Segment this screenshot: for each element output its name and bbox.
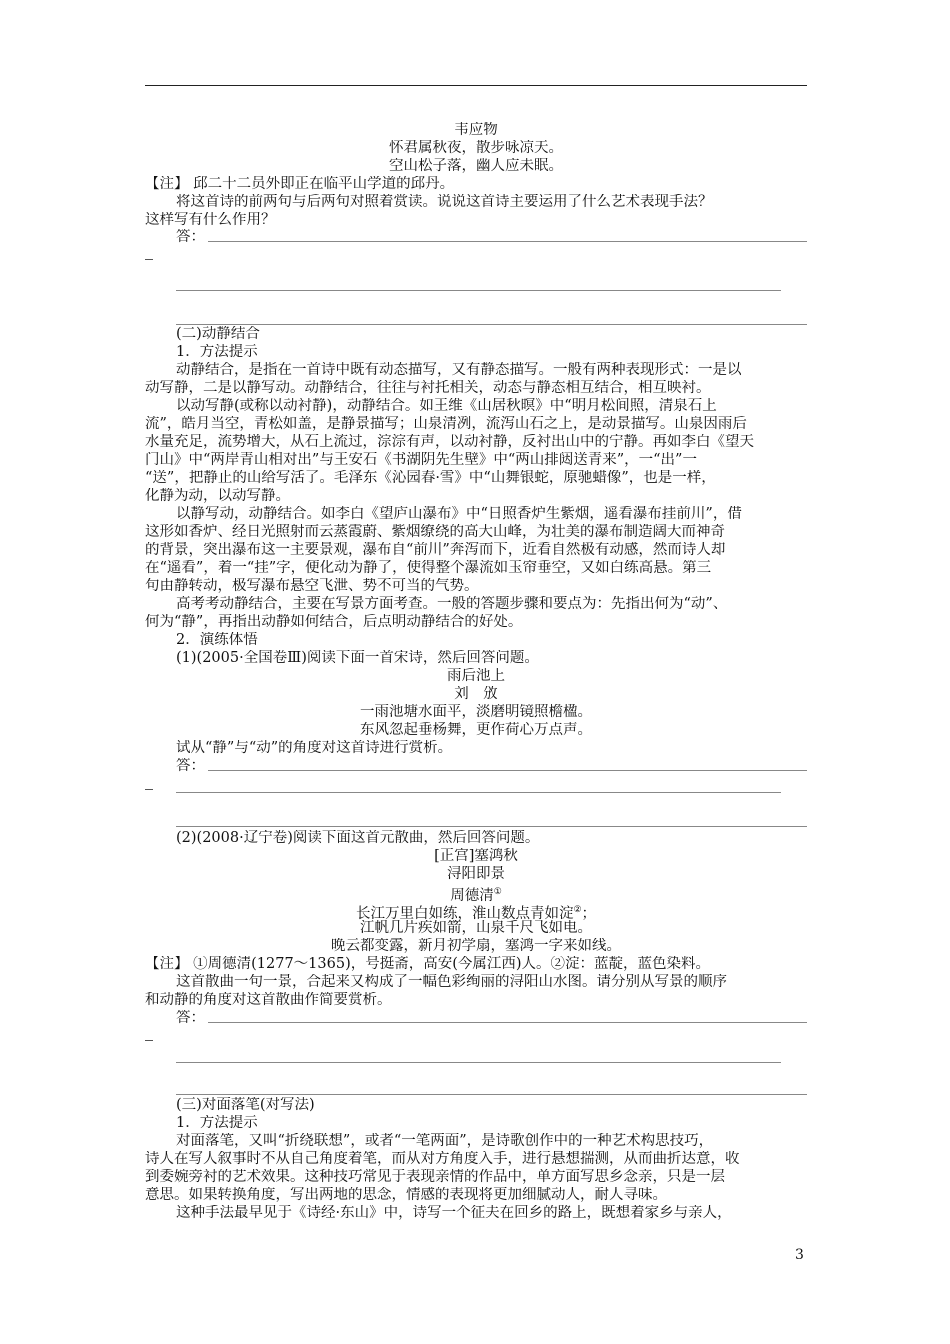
question-intro: (1)(2005·全国卷Ⅲ)阅读下面一首宋诗，然后回答问题。	[176, 650, 539, 666]
question-text: 试从“静”与“动”的角度对这首诗进行赏析。	[176, 740, 453, 756]
paragraph-line: 这形如香炉、经日光照射而云蒸霞蔚、紫烟缭绕的高大山峰，为壮美的瀑布制造阔大而神奇	[145, 524, 725, 540]
paragraph-line: 对面落笔，又叫“折绕联想”，或者“一笔两面”，是诗歌创作中的一种艺术构思技巧，	[176, 1133, 714, 1149]
method-title: 1．方法提示	[176, 344, 258, 360]
paragraph-line: 高考考动静结合，主要在写景方面考查。一般的答题步骤和要点为：先指出何为“动”、	[176, 596, 728, 612]
answer-line-dash	[145, 1040, 153, 1041]
poem-author-name: 周德清	[450, 887, 494, 904]
answer-line[interactable]	[176, 290, 781, 291]
footnote-marker: ①	[493, 887, 502, 897]
paragraph-line: 以静写动，动静结合。如李白《望庐山瀑布》中“日照香炉生紫烟，遥看瀑布挂前川”，借	[176, 506, 742, 522]
answer-line-dash	[145, 259, 153, 260]
answer-line-dash	[145, 789, 153, 790]
page-number: 3	[795, 1247, 804, 1263]
paragraph-line: 流”，皓月当空，青松如盖，是静景描写；山泉清冽，流泻山石之上，是动景描写。山泉因雨后	[145, 416, 747, 432]
poem-author: 刘 攽	[454, 686, 498, 702]
question-text: 这首散曲一句一景，合起来又构成了一幅色彩绚丽的浔阳山水图。请分别从写景的顺序	[176, 974, 727, 990]
poem-line: 怀君属秋夜，散步咏凉天。	[389, 140, 563, 156]
paragraph-line: 动写静，二是以静写动。动静结合，往往与衬托相关，动态与静态相互结合，相互映衬。	[145, 380, 711, 396]
poem-note: 【注】 ①周德清(1277～1365)，号挺斋，高安(今属江西)人。②淀：蓝靛，蓝色染料。	[145, 956, 711, 972]
paragraph-line: 诗人在写人叙事时不从自己角度着笔，而从对方角度入手，进行悬想揣测，从而曲折达意，收	[145, 1151, 740, 1167]
poem-title: 雨后池上	[447, 668, 505, 684]
section-title: (三)对面落笔(对写法)	[176, 1097, 315, 1113]
paragraph-line: 门山》中“两岸青山相对出”与王安石《书湖阴先生壁》中“两山排闼送青来”，一“出”一	[145, 452, 697, 468]
practice-title: 2．演练体悟	[176, 632, 258, 648]
question-text: 和动静的角度对这首散曲作简要赏析。	[145, 992, 392, 1008]
poem-note: 【注】 邱二十二员外即正在临平山学道的邱丹。	[145, 176, 455, 192]
paragraph-line: 水量充足，流势增大，从石上流过，淙淙有声，以动衬静，反衬出山中的宁静。再如李白《望天	[145, 434, 754, 450]
answer-line[interactable]	[208, 770, 807, 771]
answer-line[interactable]	[208, 241, 807, 242]
answer-label: 答：	[176, 1010, 205, 1026]
poem-author: 韦应物	[454, 122, 498, 138]
paragraph-line: “送”，把静止的山给写活了。毛泽东《沁园春·雪》中“山舞银蛇，原驰蜡像”，也是一样，	[145, 470, 716, 486]
paragraph-line: 的背景，突出瀑布这一主要景观，瀑布自“前川”奔泻而下，近看自然极有动感，然而诗人却	[145, 542, 726, 558]
poem-line: 空山松子落，幽人应未眠。	[389, 158, 563, 174]
paragraph-line: 在“遥看”，着一“挂”字，便化动为静了，使得整个瀑流如玉帘垂空，又如白练高悬。第三	[145, 560, 712, 576]
answer-line[interactable]	[176, 1094, 807, 1095]
answer-line[interactable]	[208, 1022, 807, 1023]
header-rule	[145, 85, 807, 86]
paragraph-line: 化静为动，以动写静。	[145, 488, 290, 504]
poem-line: 江帆几片疾如箭，山泉千尺飞如电。	[360, 920, 592, 936]
paragraph-line: 何为“静”，再指出动静如何结合，后点明动静结合的好处。	[145, 614, 523, 630]
question-text: 将这首诗的前两句与后两句对照着赏读。说说这首诗主要运用了什么艺术表现手法？	[176, 194, 713, 210]
answer-line[interactable]	[176, 1062, 781, 1063]
question-text: 这样写有什么作用？	[145, 212, 276, 228]
paragraph-line: 这种手法最早见于《诗经·东山》中，诗写一个征夫在回乡的路上，既想着家乡与亲人，	[176, 1205, 732, 1221]
question-intro: (2)(2008·辽宁卷)阅读下面这首元散曲，然后回答问题。	[176, 830, 540, 846]
poem-line-punct: ；	[581, 905, 597, 922]
poem-line: 晚云都变露，新月初学扇，塞鸿一字来如线。	[331, 938, 621, 954]
paragraph-line: 句由静转动，极写瀑布悬空飞泄、势不可当的气势。	[145, 578, 479, 594]
answer-line[interactable]	[176, 792, 781, 793]
paragraph-line: 意思。如果转换角度，写出两地的思念，情感的表现将更加细腻动人，耐人寻味。	[145, 1187, 667, 1203]
section-title: (二)动静结合	[176, 326, 260, 342]
paragraph-line: 以动写静(或称以动衬静)，动静结合。如王维《山居秋暝》中“明月松间照，清泉石上	[176, 398, 717, 414]
paragraph-line: 动静结合，是指在一首诗中既有动态描写，又有静态描写。一般有两种表现形式：一是以	[176, 362, 742, 378]
answer-line[interactable]	[176, 324, 807, 325]
poem-line: 东风忽起垂杨舞，更作荷心万点声。	[360, 722, 592, 738]
answer-label: 答：	[176, 758, 205, 774]
poem-title: [正宫]塞鸿秋	[434, 848, 518, 864]
method-title: 1．方法提示	[176, 1115, 258, 1131]
poem-line: 一雨池塘水面平，淡磨明镜照檐楹。	[360, 704, 592, 720]
answer-line[interactable]	[176, 826, 807, 827]
footnote-marker: ②	[573, 905, 582, 915]
answer-label: 答：	[176, 229, 205, 245]
paragraph-line: 到委婉旁衬的艺术效果。这种技巧常见于表现亲情的作品中，单方面写思乡念亲，只是一层	[145, 1169, 725, 1185]
poem-title: 浔阳即景	[447, 866, 505, 882]
poem-line-text: 长江万里白如练，淮山数点青如淀	[355, 905, 574, 922]
